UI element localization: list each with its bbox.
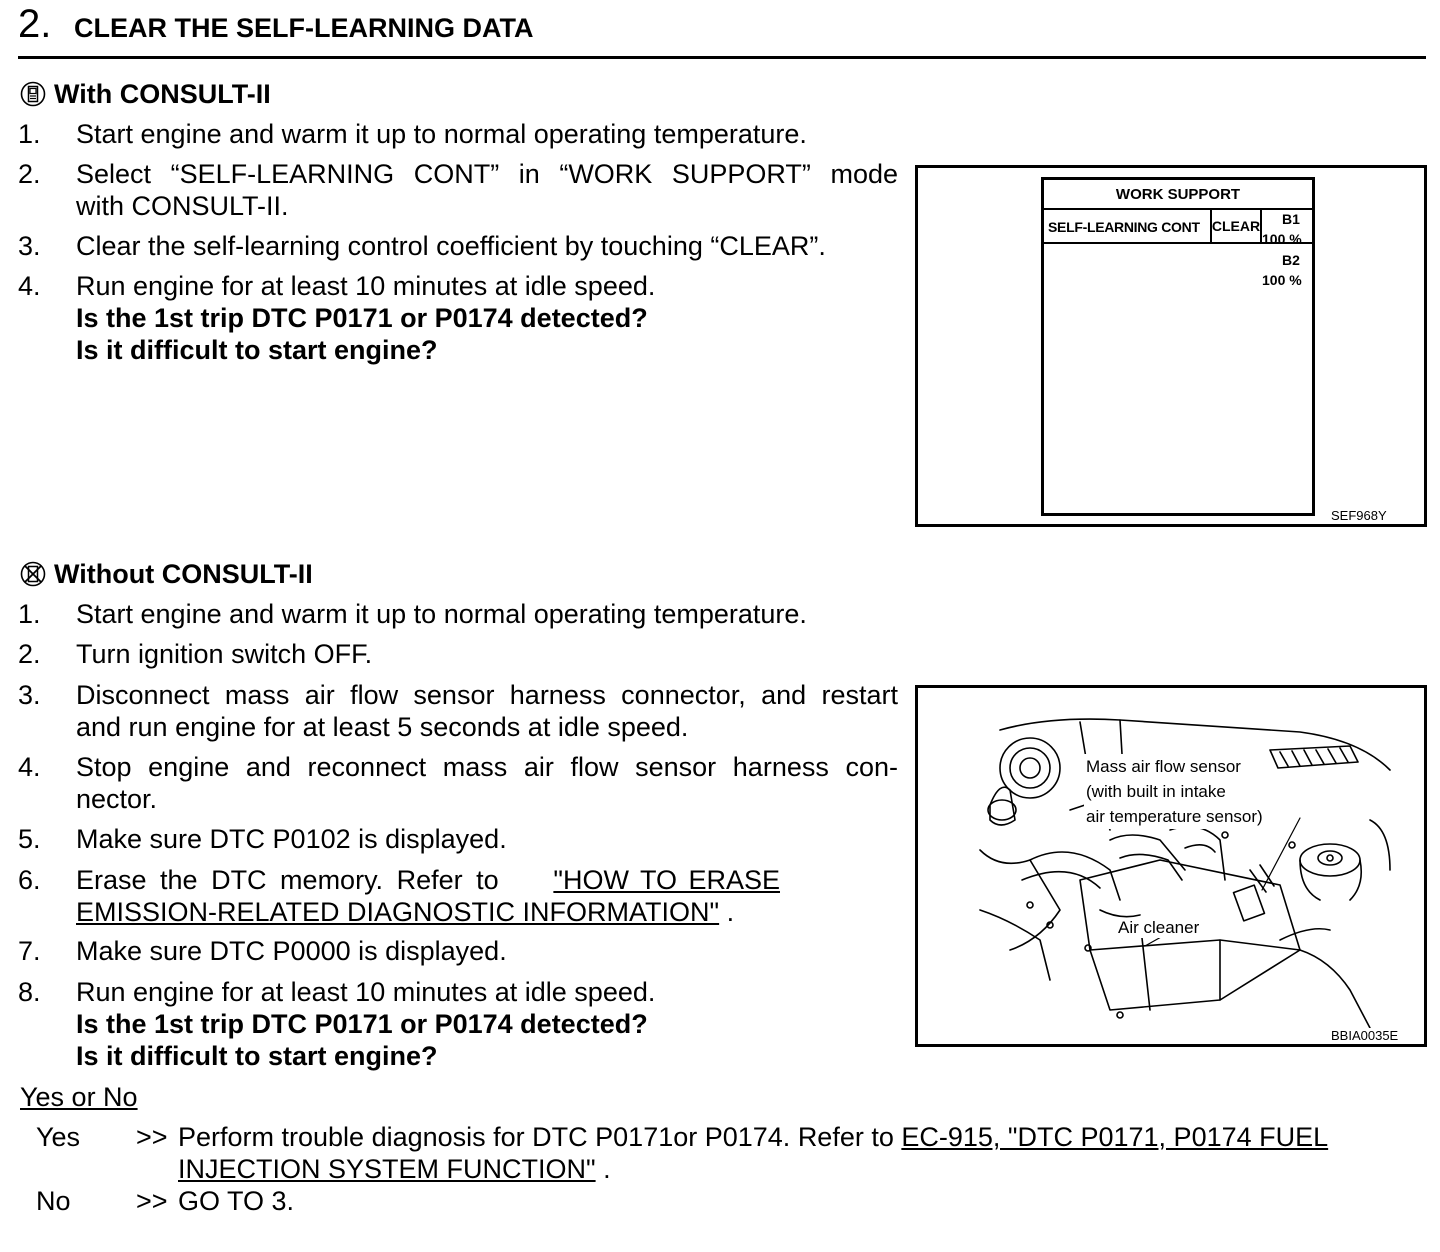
item-text: Start engine and warm it up to normal operating temperature. <box>76 599 807 629</box>
clear-button[interactable] <box>1210 208 1262 244</box>
header-divider <box>18 56 1426 59</box>
step-number: 2. <box>18 2 52 46</box>
item-number: 1. <box>18 119 41 149</box>
yes-suffix: . <box>595 1154 611 1184</box>
item-text: Disconnect mass air flow sensor harness connector, and restart <box>76 680 898 710</box>
item-text-cont <box>76 896 734 928</box>
consult-icon <box>20 81 46 107</box>
yes-label: Yes <box>36 1122 81 1152</box>
item-suffix: . <box>719 897 735 927</box>
item-number: 5. <box>18 824 41 854</box>
item-number: 6. <box>18 865 41 895</box>
item-text: Make sure DTC P0102 is displayed. <box>76 824 507 854</box>
item-text: Run engine for at least 10 minutes at idle speed. <box>76 271 656 301</box>
with-consult-heading <box>20 78 271 110</box>
item-text: Make sure DTC P0000 is displayed. <box>76 936 507 966</box>
question-start: Is it difficult to start engine? <box>76 1041 438 1071</box>
erase-info-link-cont[interactable]: EMISSION-RELATED DIAGNOSTIC INFORMATION" <box>76 897 720 927</box>
yes-text-cont <box>178 1153 611 1185</box>
b2-label: B2 <box>1282 252 1300 268</box>
item-number: 3. <box>18 680 41 710</box>
item-text-cont: nector. <box>76 784 158 814</box>
no-label: No <box>36 1186 71 1216</box>
ec-915-link[interactable]: EC-915, "DTC P0171, P0174 FUEL <box>901 1122 1329 1152</box>
step-title: CLEAR THE SELF-LEARNING DATA <box>74 13 534 43</box>
erase-info-link[interactable]: "HOW TO ERASE <box>553 865 780 895</box>
item-number: 2. <box>18 639 41 669</box>
question-start: Is it difficult to start engine? <box>76 335 438 365</box>
maf-label-line: Mass air flow sensor <box>1086 757 1241 776</box>
maf-label-line: air temperature sensor) <box>1086 807 1263 826</box>
item-text-cont: and run engine for at least 5 seconds at idle speed. <box>76 712 689 742</box>
item-number: 1. <box>18 599 41 629</box>
screen-title: WORK SUPPORT <box>1115 186 1241 203</box>
no-arrow: >> <box>136 1186 168 1216</box>
item-text: Clear the self-learning control coefficient by touching “CLEAR”. <box>76 231 826 261</box>
item-number: 3. <box>18 231 41 261</box>
item-number: 4. <box>18 752 41 782</box>
self-learning-label: SELF-LEARNING CONT <box>1048 219 1200 235</box>
no-consult-icon <box>20 561 46 587</box>
question-dtc: Is the 1st trip DTC P0171 or P0174 detected? <box>76 1009 648 1039</box>
yes-no-heading: Yes or No <box>20 1082 138 1112</box>
item-number: 8. <box>18 977 41 1007</box>
item-text: Turn ignition switch OFF. <box>76 639 373 669</box>
consult-screen <box>1041 177 1315 516</box>
with-consult-title: With CONSULT-II <box>54 79 271 109</box>
figure-engine-bay <box>915 685 1427 1047</box>
figure-work-support <box>915 165 1427 527</box>
item-text: Start engine and warm it up to normal operating temperature. <box>76 119 807 149</box>
without-consult-title: Without CONSULT-II <box>54 559 313 589</box>
maf-label-line: (with built in intake <box>1086 782 1226 801</box>
yes-arrow: >> <box>136 1122 168 1152</box>
without-consult-heading <box>20 558 313 590</box>
item-text: Select “SELF-LEARNING CONT” in “WORK SUPPORT” mode <box>76 159 898 189</box>
yes-text <box>178 1121 1328 1153</box>
b2-value: 100 % <box>1262 272 1302 288</box>
yes-text-body: Perform trouble diagnosis for DTC P0171or P0174. Refer to <box>178 1122 902 1152</box>
figure-code: SEF968Y <box>1331 508 1387 523</box>
maf-sensor-label <box>1084 754 1265 829</box>
figure-code: BBIA0035E <box>1331 1028 1399 1043</box>
item-text-cont: with CONSULT-II. <box>76 191 289 221</box>
item-text: Run engine for at least 10 minutes at idle speed. <box>76 977 656 1007</box>
air-cleaner-label: Air cleaner <box>1118 918 1200 937</box>
question-dtc: Is the 1st trip DTC P0171 or P0174 detected? <box>76 303 648 333</box>
item-text <box>76 864 780 896</box>
go-to-3[interactable]: GO TO 3. <box>178 1186 295 1216</box>
item-number: 7. <box>18 936 41 966</box>
item-text: Stop engine and reconnect mass air flow sensor harness con- <box>76 752 898 782</box>
b1-value: 100 % <box>1262 231 1302 247</box>
item-number: 4. <box>18 271 41 301</box>
item-number: 2. <box>18 159 41 189</box>
ec-915-link-cont[interactable]: INJECTION SYSTEM FUNCTION" <box>178 1154 596 1184</box>
clear-button-label: CLEAR <box>1211 218 1261 234</box>
b1-label: B1 <box>1282 211 1300 227</box>
item-text-prefix: Erase the DTC memory. Refer to <box>76 865 513 895</box>
